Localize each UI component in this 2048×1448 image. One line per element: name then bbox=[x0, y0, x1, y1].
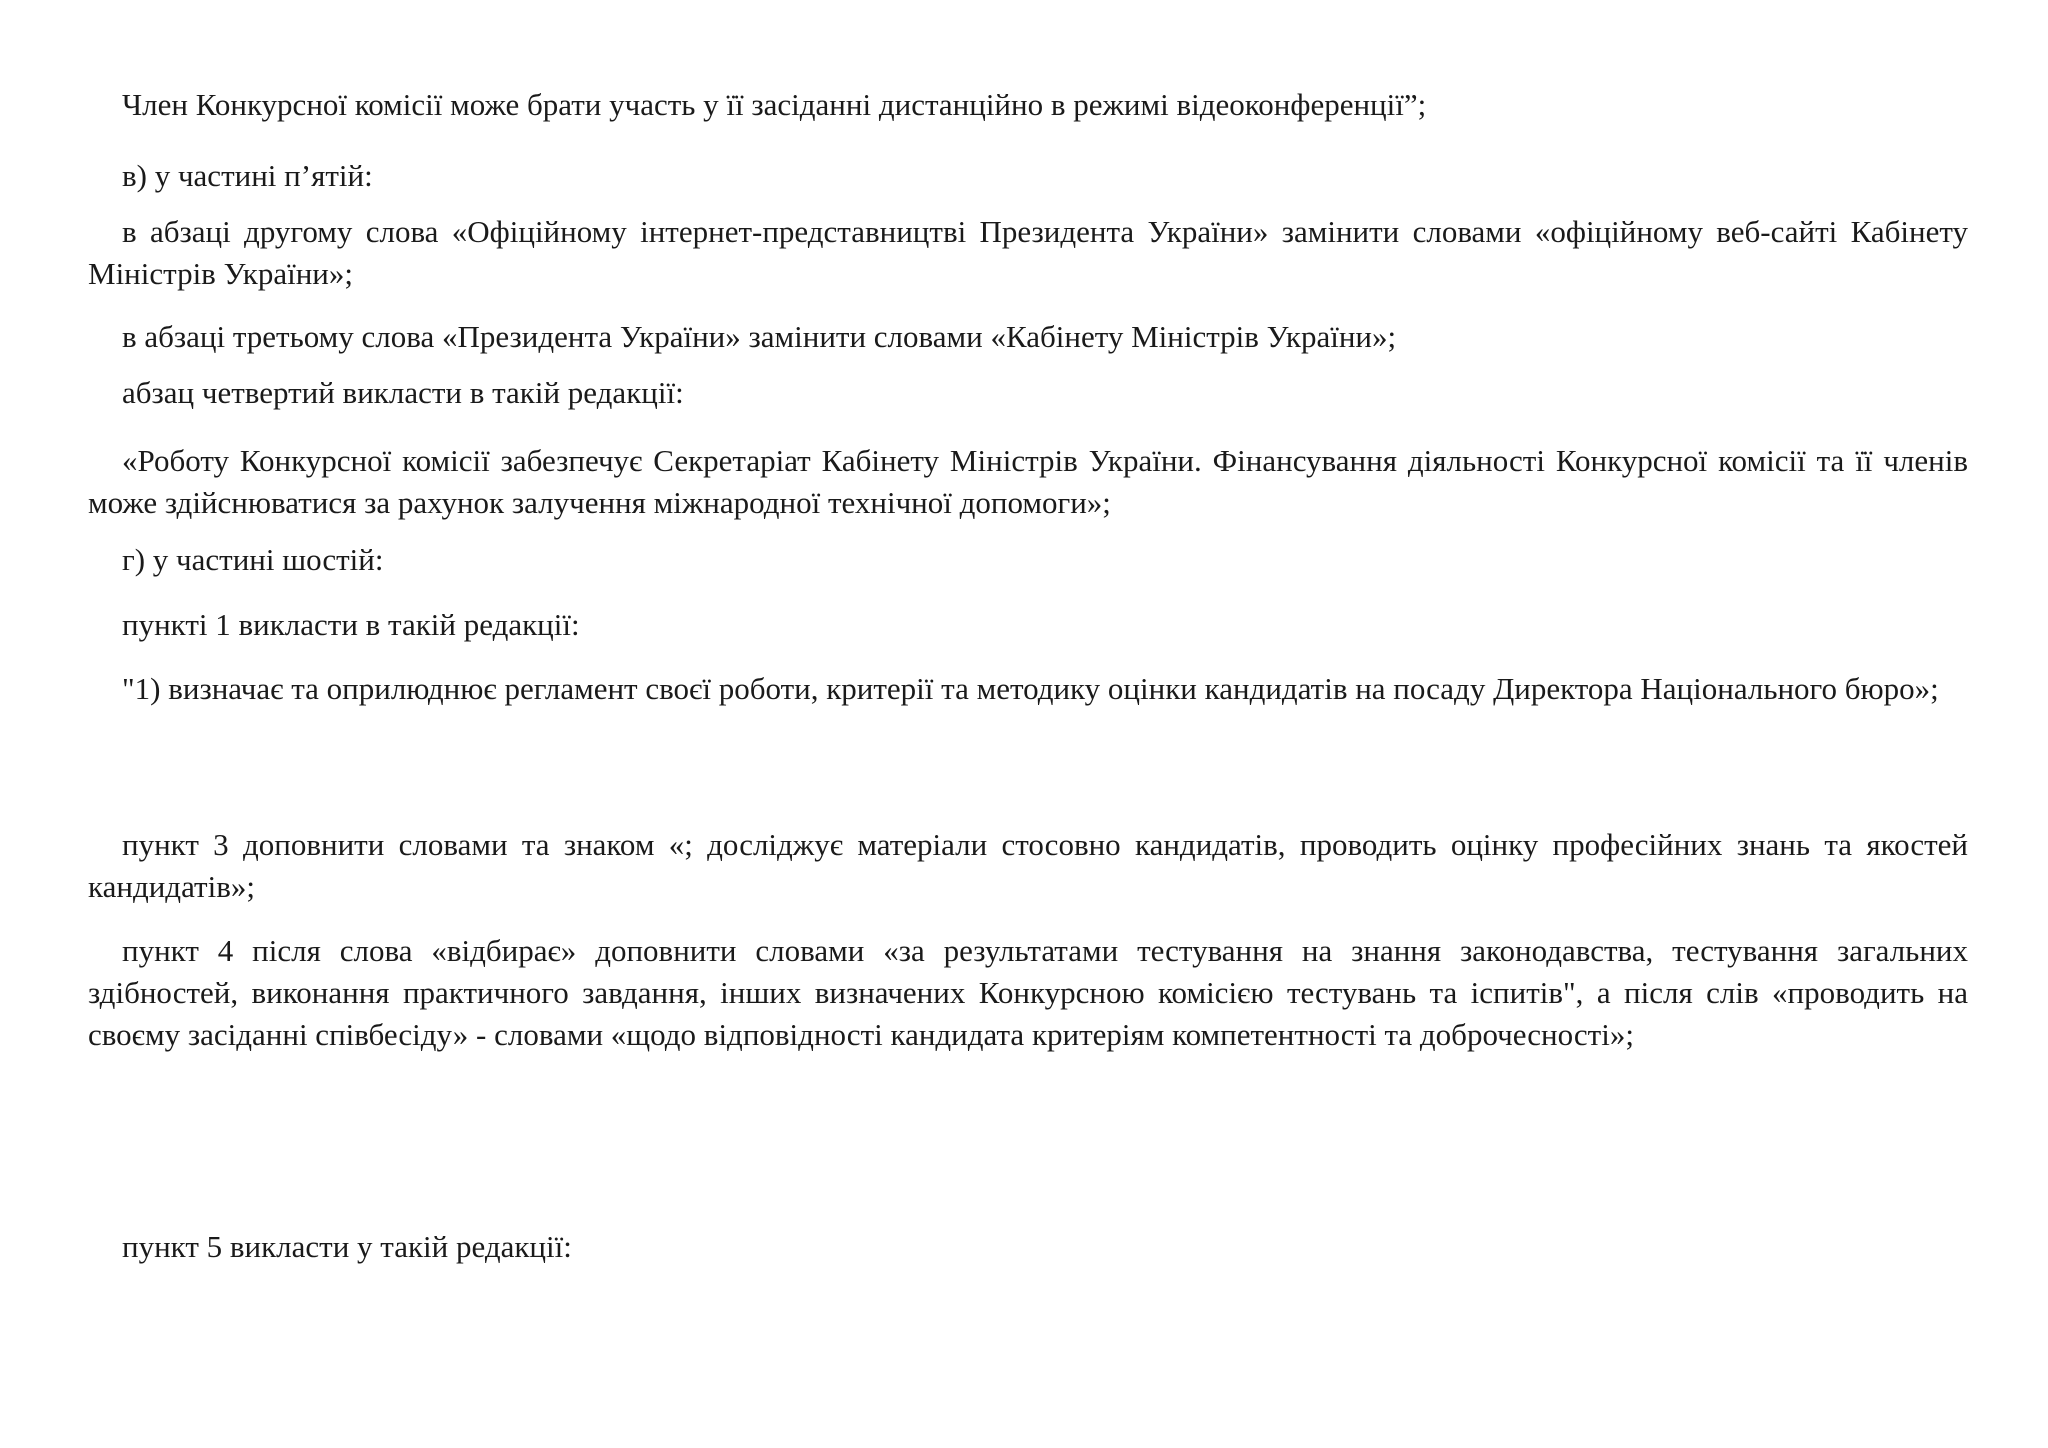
paragraph-videoconference: Член Конкурсної комісії може брати участь у її засіданні дистанційно в режимі відеоконференції”; bbox=[122, 87, 1427, 122]
paragraph-part-six: г) у частині шостій: bbox=[122, 542, 384, 577]
paragraph-point-one-text: "1) визначає та оприлюднює регламент своєї роботи, критерії та методику оцінки кандидатів на посаду Директора Національного бюро»; bbox=[122, 671, 1939, 706]
paragraph-fourth-abzats: абзац четвертий викласти в такій редакції: bbox=[122, 375, 684, 410]
paragraph-second-abzats: в абзаці другому слова «Офіційному інтернет-представництві Президента України» замінити словами «офіційному веб-сайті Кабінету Міністрів України»; bbox=[88, 214, 1968, 291]
paragraph-point-four: пункт 4 після слова «відбирає» доповнити словами «за результатами тестування на знання законодавства, тестування загальних здібностей, виконання практичного завдання, інших визначених Конкурсною комісією тестувань та іспитів", а після слів «проводить на своєму засіданні співбесіду» - словами «щодо відповідності кандидата критеріям компетентності та доброчесності»; bbox=[88, 933, 1968, 1052]
paragraph-part-five: в) у частині п’ятій: bbox=[122, 158, 373, 193]
paragraph-point-three: пункт 3 доповнити словами та знаком «; досліджує матеріали стосовно кандидатів, проводить оцінку професійних знань та якостей кандидатів»; bbox=[88, 827, 1968, 904]
paragraph-point-one-intro: пункті 1 викласти в такій редакції: bbox=[122, 607, 580, 642]
paragraph-third-abzats: в абзаці третьому слова «Президента України» замінити словами «Кабінету Міністрів України»; bbox=[122, 319, 1397, 354]
paragraph-point-five: пункт 5 викласти у такій редакції: bbox=[122, 1229, 572, 1264]
paragraph-secretariat: «Роботу Конкурсної комісії забезпечує Секретаріат Кабінету Міністрів України. Фінансування діяльності Конкурсної комісії та її членів може здійснюватися за рахунок залучення міжнародної технічної допомоги»; bbox=[88, 443, 1968, 520]
